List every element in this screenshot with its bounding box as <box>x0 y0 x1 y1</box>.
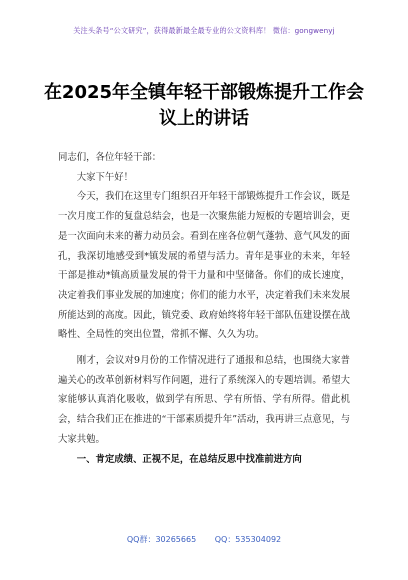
document-body <box>58 148 350 469</box>
salutation: 同志们，各位年轻干部： <box>58 152 162 163</box>
section-heading: 一、肯定成绩、正视不足，在总结反思中找准前进方向 <box>76 453 302 465</box>
greeting: 大家下午好！ <box>76 171 134 183</box>
qq-group-number: QQ群：30265665 <box>126 535 197 544</box>
paragraph-2: 刚才，会议对9月份的工作情况进行了通报和总结，也围绕大家普遍关心的改革创新材料写作问题，进行了系统深入的专题培训。希望大家能够认真消化吸收，做到学有所思、学有所悟、学有所得。借此机会，结合我们正在推进的“干部素质提升年”活动，我再讲三点意见，与大家共勉。 <box>58 355 350 445</box>
contact-footer <box>0 534 408 545</box>
promo-banner: 关注头条号“公文研究”，获得最新最全最专业的公文资料库！ 微信：gongwenyj <box>73 26 335 35</box>
paragraph-1: 今天，我们在这里专门组织召开年轻干部锻炼提升工作会议，既是一次月度工作的复盘总结会，也是一次聚焦能力短板的专题培训会，更是一次面向未来的蓄力动员会。看到在座各位朝气蓬勃、意气风发的面孔，我深切地感受到*镇发展的希望与活力。青年是事业的未来，年轻干部是推动*镇高质量发展的骨干力量和中坚储备。你们的成长速度，决定着我们事业发展的加速度；你们的能力水平，决定着我们未来发展所能达到的高度。因此，镇党委、政府始终将年轻干部队伍建设摆在战略性、全局性的突出位置，常抓不懈、久久为功。 <box>58 191 350 341</box>
qq-number: QQ：535304092 <box>214 535 282 544</box>
document-title: 在2025年全镇年轻干部锻炼提升工作会议上的讲话 <box>43 82 365 129</box>
